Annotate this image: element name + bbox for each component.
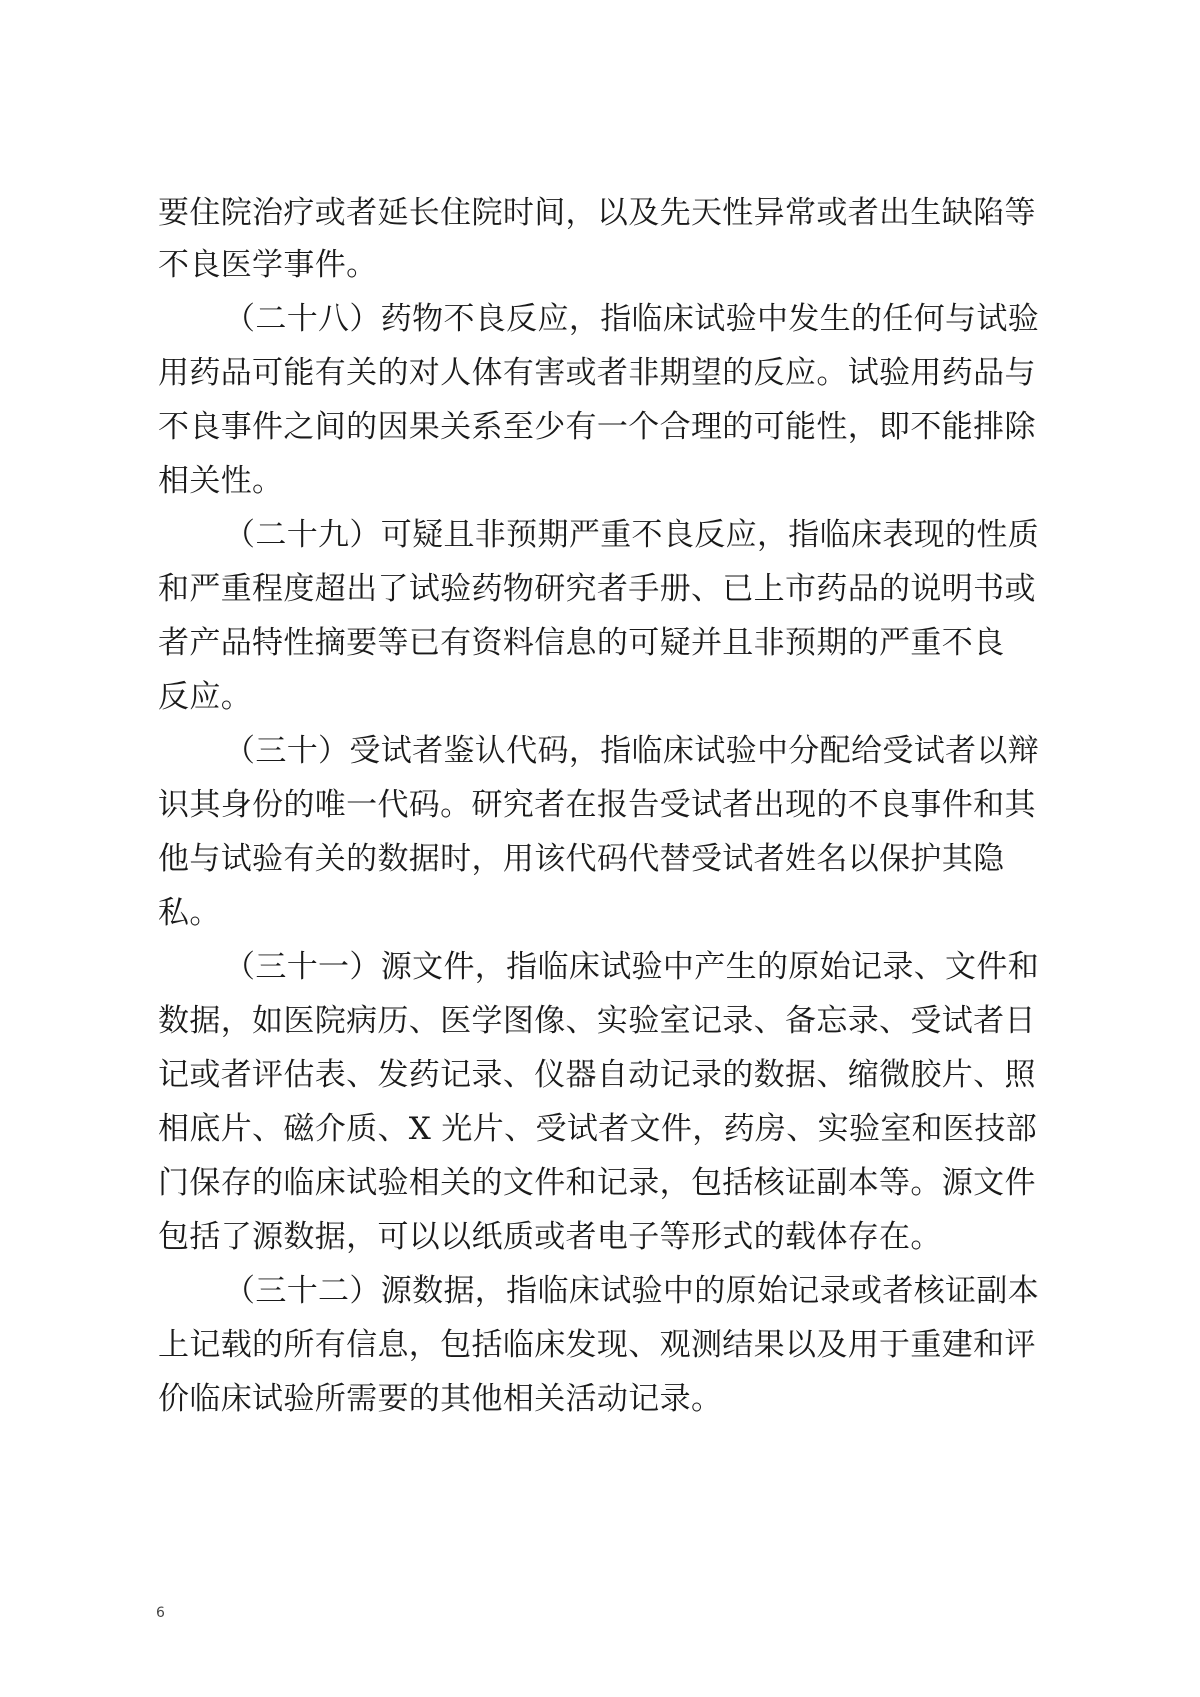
- text-line: （三十）受试者鉴认代码，指临床试验中分配给受试者以辩: [224, 733, 1040, 769]
- text-line: 要住院治疗或者延长住院时间，以及先天性异常或者出生缺陷等: [158, 195, 1036, 231]
- text-line: 上记载的所有信息，包括临床发现、观测结果以及用于重建和评: [158, 1327, 1036, 1363]
- text-line: 用药品可能有关的对人体有害或者非期望的反应。试验用药品与: [158, 355, 1036, 391]
- text-line: 者产品特性摘要等已有资料信息的可疑并且非预期的严重不良: [158, 625, 1005, 661]
- text-line: 识其身份的唯一代码。研究者在报告受试者出现的不良事件和其: [158, 787, 1036, 823]
- text-line: 门保存的临床试验相关的文件和记录，包括核证副本等。源文件: [158, 1165, 1036, 1201]
- text-line: （二十九）可疑且非预期严重不良反应，指临床表现的性质: [224, 517, 1040, 553]
- text-line: 包括了源数据，可以以纸质或者电子等形式的载体存在。: [158, 1219, 942, 1255]
- text-line: 数据，如医院病历、医学图像、实验室记录、备忘录、受试者日: [158, 1003, 1036, 1039]
- text-line: （二十八）药物不良反应，指临床试验中发生的任何与试验: [224, 301, 1040, 337]
- text-line: 反应。: [158, 679, 253, 715]
- text-line: 他与试验有关的数据时，用该代码代替受试者姓名以保护其隐: [158, 841, 1005, 877]
- text-line: 和严重程度超出了试验药物研究者手册、已上市药品的说明书或: [158, 571, 1036, 607]
- text-line: 记或者评估表、发药记录、仪器自动记录的数据、缩微胶片、照: [158, 1057, 1036, 1093]
- text-line: 相底片、磁介质、X 光片、受试者文件，药房、实验室和医技部: [158, 1111, 1038, 1147]
- text-line: 不良事件之间的因果关系至少有一个合理的可能性，即不能排除: [158, 409, 1036, 445]
- text-line: （三十二）源数据，指临床试验中的原始记录或者核证副本: [224, 1273, 1040, 1309]
- text-line: 不良医学事件。: [158, 247, 378, 283]
- text-line: （三十一）源文件，指临床试验中产生的原始记录、文件和: [224, 949, 1040, 985]
- text-line: 价临床试验所需要的其他相关活动记录。: [158, 1381, 723, 1417]
- page-number: 6: [156, 1605, 165, 1621]
- text-line: 相关性。: [158, 463, 284, 499]
- text-line: 私。: [158, 895, 221, 931]
